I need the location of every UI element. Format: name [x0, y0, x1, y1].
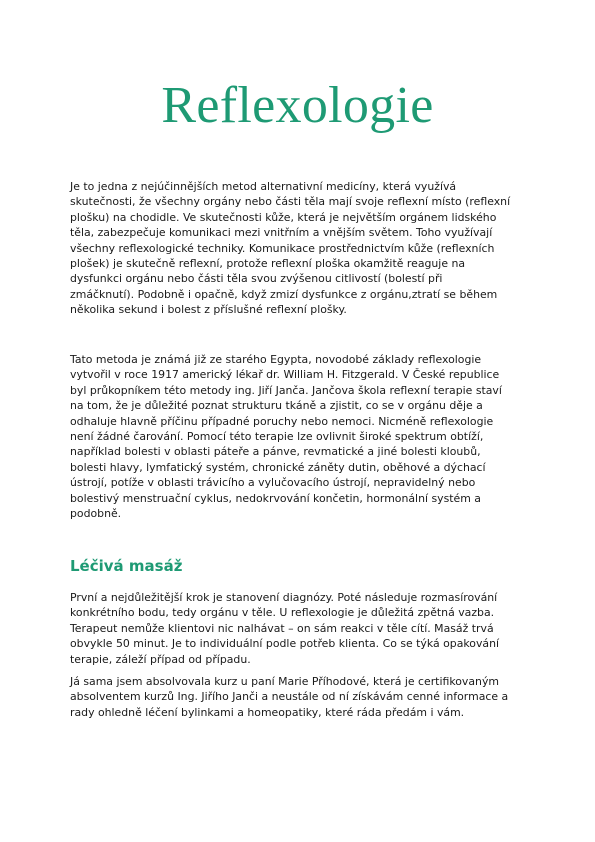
paragraph-line: absolventem kurzů Ing. Jiřího Janči a neustále od ní získávám cenné informace a [70, 690, 509, 704]
section-heading: Léčivá masáž [70, 557, 183, 575]
paragraph-line: Já sama jsem absolvovala kurz u paní Marie Příhodové, která je certifikovaným [70, 675, 499, 688]
paragraph-line: bolesti hlavy, lymfatický systém, chronické záněty dutin, oběhové a dýchací [70, 460, 486, 474]
author-paragraph [70, 674, 532, 720]
paragraph-line: dysfunkci orgánu nebo části těla svou zvýšenou citlivostí (bolestí při [70, 272, 443, 286]
paragraph-line: Je to jedna z nejúčinnějších metod alternativní medicíny, která využívá [70, 180, 457, 193]
paragraph-line: není žádné čarování. Pomocí této terapie lze ovlivnit široké spektrum obtíží, [70, 430, 484, 444]
paragraph-line: plošek) je skutečně reflexní, protože reflexní ploška okamžitě reaguje na [70, 257, 466, 271]
paragraph-line: plošku) na chodidle. Ve skutečnosti kůže, která je největším orgánem lidského [70, 210, 497, 224]
page-title: Reflexologie [161, 77, 434, 134]
paragraph-line: všechny reflexologické techniky. Komunikace prostřednictvím kůže (reflexních [70, 241, 495, 255]
paragraph-line: konkrétního bodu, tedy orgánu v těle. U reflexologie je důležitá zpětná vazba. [70, 606, 495, 620]
paragraph-line: ústrojí, potíže v oblasti trávicího a vylučovacího ústrojí, nepravidelný nebo [70, 476, 476, 490]
paragraph-line: podobně. [70, 507, 122, 521]
paragraph-line: vytvořil v roce 1917 americký lékař dr. William H. Fitzgerald. V České republice [70, 368, 500, 382]
intro-paragraph [70, 179, 532, 318]
history-paragraph [70, 352, 532, 521]
paragraph-line: odhaluje hlavně příčinu případné poruchy nebo nemoci. Nicméně reflexologie [70, 414, 494, 428]
paragraph-line: bolestivý menstruační cyklus, nedokrvování končetin, hormonální systém a [70, 491, 481, 505]
paragraph-line: skutečnosti, že všechny orgány nebo části těla mají svoje reflexní místo (reflexní [70, 195, 511, 209]
paragraph-line: například bolesti v oblasti páteře a pánve, revmatické a jiné bolesti kloubů, [70, 445, 481, 459]
paragraph-line: obvykle 50 minut. Je to individuální podle potřeb klienta. Co se týká opakování [70, 637, 499, 651]
paragraph-line: rady ohledně léčení bylinkami a homeopatiky, které ráda předám i vám. [70, 705, 465, 719]
paragraph-line: byl průkopníkem této metody ing. Jiří Janča. Jančova škola reflexní terapie staví [70, 383, 502, 397]
paragraph-line: těla, zabezpečuje komunikaci mezi vnitřním a vnějším světem. Toho využívají [70, 226, 493, 240]
paragraph-line: na tom, že je důležité poznat strukturu tkáně a zjistit, co se v orgánu děje a [70, 399, 483, 413]
massage-paragraph [70, 590, 532, 667]
paragraph-line: Tato metoda je známá již ze starého Egypta, novodobé základy reflexologie [70, 353, 482, 366]
paragraph-line: Terapeut nemůže klientovi nic nalhávat – on sám reakci v těle cítí. Masáž trvá [70, 621, 494, 635]
paragraph-line: několika sekund i bolest z příslušné reflexní plošky. [70, 303, 347, 317]
paragraph-line: zmáčknutí). Podobně i opačně, když zmizí dysfunkce z orgánu,ztratí se během [70, 287, 498, 301]
paragraph-line: terapie, záleží případ od případu. [70, 652, 251, 666]
paragraph-line: První a nejdůležitější krok je stanovení diagnózy. Poté následuje rozmasírování [70, 591, 498, 604]
